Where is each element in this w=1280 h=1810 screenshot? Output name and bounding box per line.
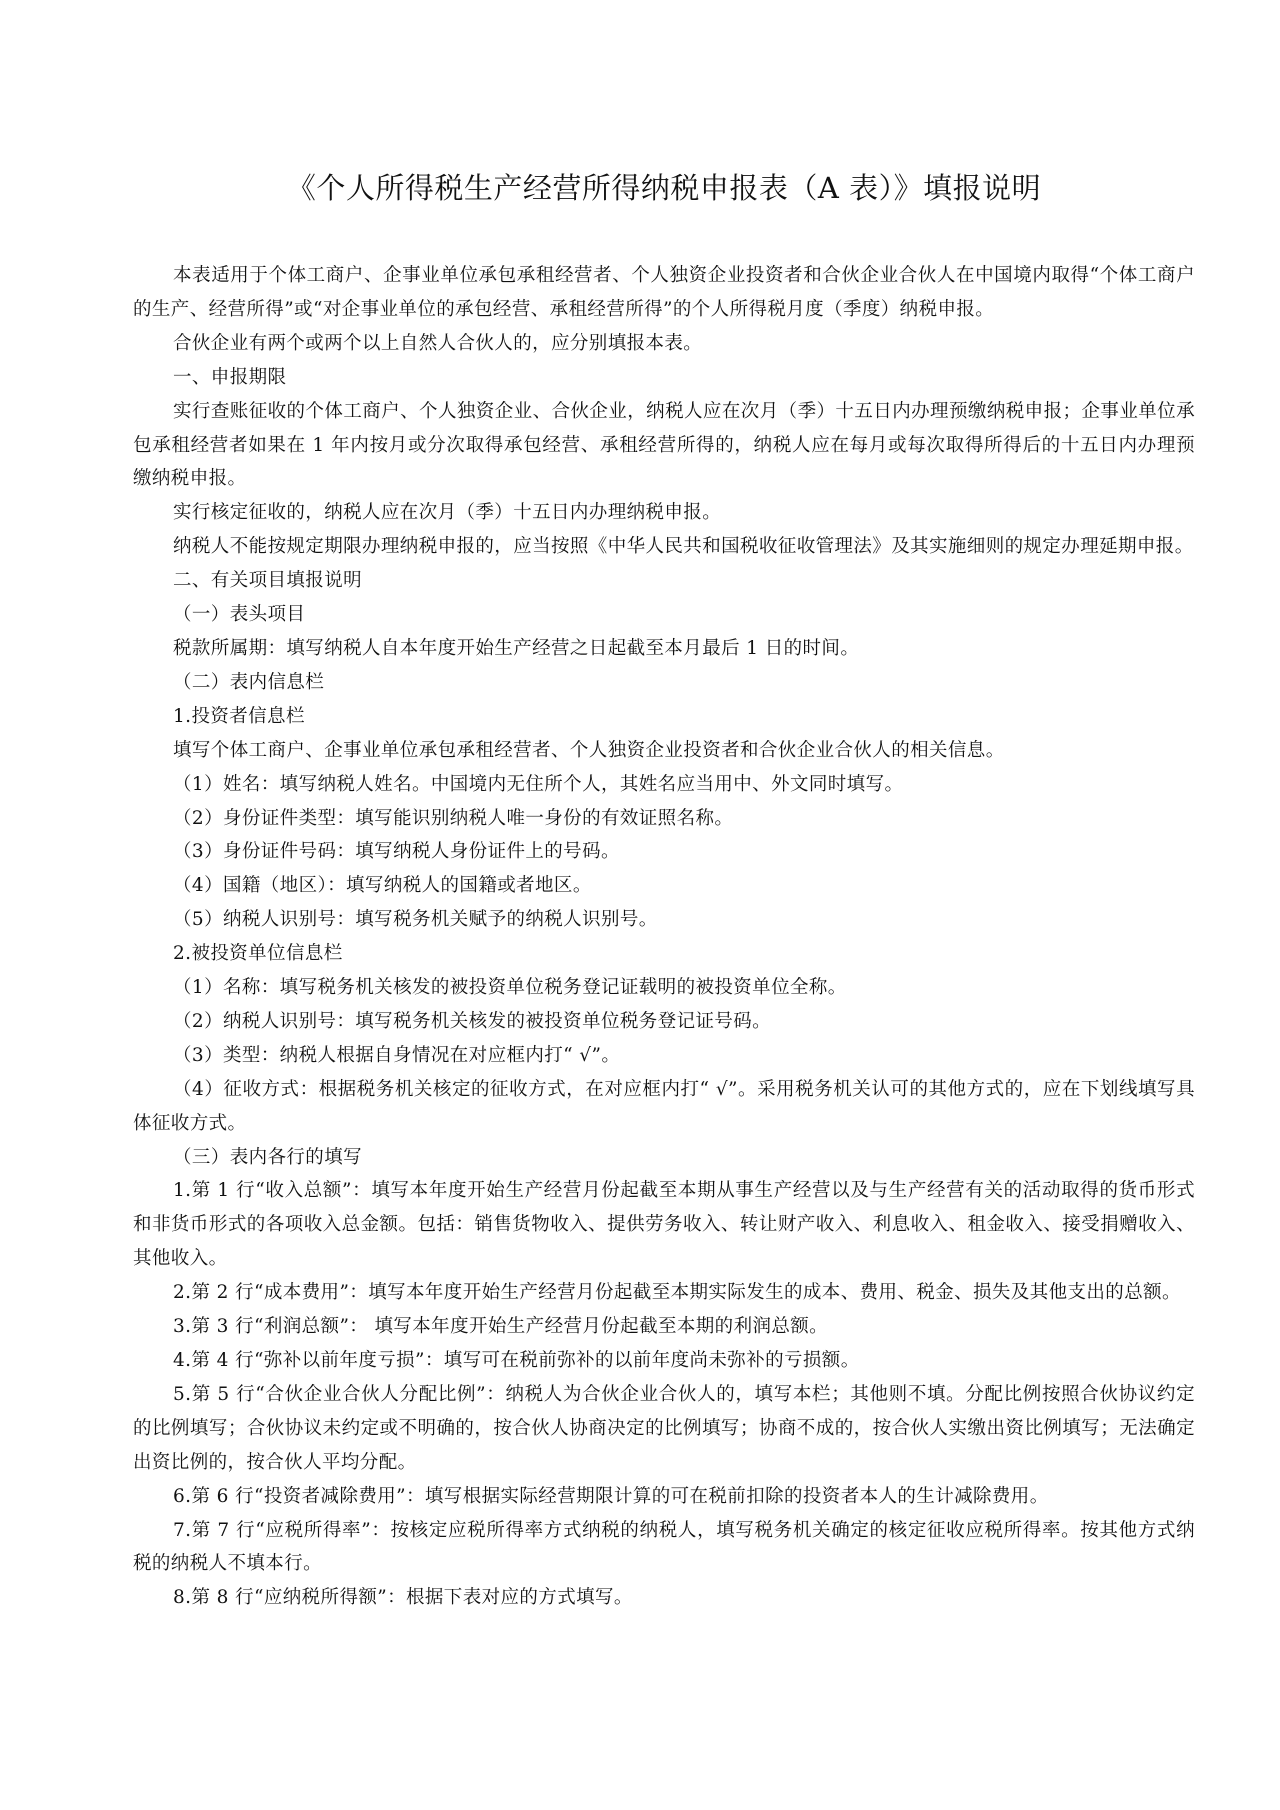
list-item-investee-name: （1）名称：填写税务机关核发的被投资单位税务登记证载明的被投资单位全称。 xyxy=(173,977,847,999)
paragraph-tax-period: 税款所属期：填写纳税人自本年度开始生产经营之日起截至本月最后 1 日的时间。 xyxy=(173,637,860,659)
row-item-3: 3.第 3 行“利润总额”： 填写本年度开始生产经营月份起截至本期的利润总额。 xyxy=(173,1316,829,1338)
section-heading-deadline: 一、申报期限 xyxy=(173,366,287,388)
row-item-6: 6.第 6 行“投资者减除费用”：填写根据实际经营期限计算的可在税前扣除的投资者本人的生计减除费用。 xyxy=(173,1485,1049,1507)
paragraph-investor-info: 填写个体工商户、企事业单位承包承租经营者、个人独资企业投资者和合伙企业合伙人的相关信息。 xyxy=(173,739,1005,761)
document-body xyxy=(133,259,1195,1615)
item-heading-investor-info: 1.投资者信息栏 xyxy=(173,705,305,727)
paragraph-partnership: 合伙企业有两个或两个以上自然人合伙人的，应分别填报本表。 xyxy=(173,332,703,354)
list-item-investee-type: （3）类型：纳税人根据自身情况在对应框内打“ √”。 xyxy=(173,1044,621,1066)
row-item-2: 2.第 2 行“成本费用”：填写本年度开始生产经营月份起截至本期实际发生的成本、费用、税金、损失及其他支出的总额。 xyxy=(173,1282,1181,1304)
list-item-collection-method: （4）征收方式：根据税务机关核定的征收方式，在对应框内打“ √”。采用税务机关认可的其他方式的，应在下划线填写具体征收方式。 xyxy=(133,1078,1195,1134)
subsection-heading-rows: （三）表内各行的填写 xyxy=(173,1146,363,1168)
section-heading-items: 二、有关项目填报说明 xyxy=(173,570,363,592)
row-item-8: 8.第 8 行“应纳税所得额”：根据下表对应的方式填写。 xyxy=(173,1587,633,1609)
item-heading-investee-info: 2.被投资单位信息栏 xyxy=(173,943,343,965)
row-item-1: 1.第 1 行“收入总额”：填写本年度开始生产经营月份起截至本期从事生产经营以及与生产经营有关的活动取得的货币形式和非货币形式的各项收入总金额。包括：销售货物收入、提供劳务收入、转让财产收入、利息收入、租金收入、接受捐赠收入、其他收入。 xyxy=(133,1180,1195,1270)
list-item-id-type: （2）身份证件类型：填写能识别纳税人唯一身份的有效证照名称。 xyxy=(173,807,734,829)
list-item-taxpayer-id: （5）纳税人识别号：填写税务机关赋予的纳税人识别号。 xyxy=(173,909,658,931)
list-item-nationality: （4）国籍（地区）：填写纳税人的国籍或者地区。 xyxy=(173,875,592,897)
row-item-7: 7.第 7 行“应税所得率”：按核定应税所得率方式纳税的纳税人，填写税务机关确定的核定征收应税所得率。按其他方式纳税的纳税人不填本行。 xyxy=(133,1519,1195,1575)
paragraph-extension: 纳税人不能按规定期限办理纳税申报的，应当按照《中华人民共和国税收征收管理法》及其实施细则的规定办理延期申报。 xyxy=(173,536,1194,558)
paragraph-verified-collection: 实行核定征收的，纳税人应在次月（季）十五日内办理纳税申报。 xyxy=(173,502,722,524)
list-item-name: （1）姓名：填写纳税人姓名。中国境内无住所个人，其姓名应当用中、外文同时填写。 xyxy=(173,773,904,795)
document-title: 《个人所得税生产经营所得纳税申报表（A 表）》填报说明 xyxy=(286,171,1042,205)
subsection-heading-info-fields: （二）表内信息栏 xyxy=(173,671,325,693)
row-item-4: 4.第 4 行“弥补以前年度亏损”：填写可在税前弥补的以前年度尚未弥补的亏损额。 xyxy=(173,1350,860,1371)
row-item-5: 5.第 5 行“合伙企业合伙人分配比例”：纳税人为合伙企业合伙人的，填写本栏；其他则不填。分配比例按照合伙协议约定的比例填写；合伙协议未约定或不明确的，按合伙人协商决定的比例填写；协商不成的，按合伙人实缴出资比例填写；无法确定出资比例的，按合伙人平均分配。 xyxy=(133,1383,1195,1473)
paragraph-audit-collection: 实行查账征收的个体工商户、个人独资企业、合伙企业，纳税人应在次月（季）十五日内办理预缴纳税申报；企事业单位承包承租经营者如果在 1 年内按月或分次取得承包经营、承租经营所得的，纳税人应在每月或每次取得所得后的十五日内办理预缴纳税申报。 xyxy=(133,400,1195,490)
subsection-heading-header-items: （一）表头项目 xyxy=(173,604,306,626)
list-item-investee-taxpayer-id: （2）纳税人识别号：填写税务机关核发的被投资单位税务登记证号码。 xyxy=(173,1010,772,1032)
list-item-id-number: （3）身份证件号码：填写纳税人身份证件上的号码。 xyxy=(173,841,620,863)
paragraph-scope: 本表适用于个体工商户、企事业单位承包承租经营者、个人独资企业投资者和合伙企业合伙人在中国境内取得“个体工商户的生产、经营所得”或“对企事业单位的承包经营、承租经营所得”的个人所得税月度（季度）纳税申报。 xyxy=(133,265,1195,320)
